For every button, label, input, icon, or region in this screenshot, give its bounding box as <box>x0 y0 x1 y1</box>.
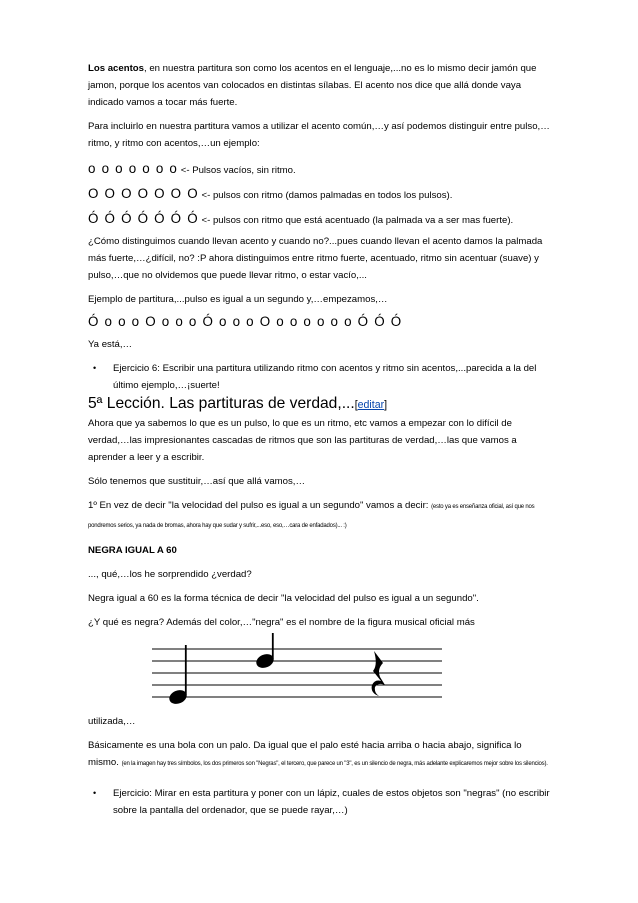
list-item-ejercicio: • Ejercicio: Mirar en esta partitura y poner con un lápiz, cuales de estos objetos son "negras" (no escribir sobre la pantalla del ordenador, que se puede rayar,…) <box>88 785 550 819</box>
paragraph-negra-60: Negra igual a 60 es la forma técnica de decir "la velocidad del pulso es igual a un segundo". <box>88 593 479 604</box>
paragraph-sorprendido: ..., qué,…los he sorprendido ¿verdad? <box>88 569 252 580</box>
paragraph-ya-esta: Ya está,… <box>88 339 133 350</box>
example-rhythm-pulses: O O O O O O O <- pulsos con ritmo (damos palmadas en todos los pulsos). <box>88 186 453 201</box>
paragraph-ahora: Ahora que ya sabemos lo que es un pulso, lo que es un ritmo, etc vamos a empezar con lo difícil de verdad,…las impresionantes cascadas de ritmos que son las partituras de verdad,…las que vamos a aprender a leer y a escribir. <box>88 418 517 463</box>
example-score: Ó o o o O o o o Ó o o o O o o o o o o Ó Ó Ó <box>88 314 403 329</box>
paragraph-velocidad: 1º En vez de decir "la velocidad del pulso es igual a un segundo" vamos a decir: (esto ya es enseñanza oficial, así que nos pondremos serios, ya nada de bromas, ahora hay que sudar y sufrir,...eso, eso,…cara de enfadados)... :) <box>88 500 535 529</box>
negra-heading: NEGRA IGUAL A 60 <box>88 545 177 556</box>
paragraph-sustituir: Sólo tenemos que sustituir,…así que allá vamos,… <box>88 476 306 487</box>
paragraph-que-es-negra: ¿Y qué es negra? Además del color,…"negra" es el nombre de la figura musical oficial más <box>88 617 475 628</box>
section-heading: 5ª Lección. Las partituras de verdad,...[editar] <box>88 395 388 412</box>
paragraph-utilizada: utilizada,… <box>88 716 136 727</box>
paragraph-ejemplo: Ejemplo de partitura,...pulso es igual a un segundo y,…empezamos,… <box>88 294 388 305</box>
document-page <box>88 60 550 819</box>
paragraph-acentos: Los acentos, en nuestra partitura son como los acentos en el lenguaje,...no es lo mismo decir jamón que jamon, porque los acentos van colocados en distintas sílabas. El acento nos dice que allá donde vaya indicado vamos a tocar más fuerte. <box>88 63 537 108</box>
list-item-ejercicio-6: • Ejercicio 6: Escribir una partitura utilizando ritmo con acentos y ritmo sin acentos,...parecida a la del último ejemplo,…¡suerte! <box>88 360 550 394</box>
quarter-note-icon <box>167 645 189 706</box>
paragraph-bola-palo: Básicamente es una bola con un palo. Da igual que el palo esté hacia arriba o hacia abajo, significa lo mismo. (en la imagen hay tres símbolos, los dos primeros son "Negras", el tercero, que parece un "3", es un silencio de negra, más adelante explicaremos mejor sobre los silencios). <box>88 740 548 768</box>
bullet-icon: • <box>93 363 97 373</box>
staff-lines <box>152 649 442 697</box>
term-acentos: Los acentos <box>88 63 144 74</box>
example-accented-pulses: Ó Ó Ó Ó Ó Ó Ó <- pulsos con ritmo que está acentuado (la palmada va a ser mas fuerte). <box>88 211 514 226</box>
example-empty-pulses: o o o o o o o <- Pulsos vacíos, sin ritmo. <box>88 161 296 176</box>
paragraph-incluirlo: Para incluirlo en nuestra partitura vamos a utilizar el acento común,…y así podemos distinguir entre pulso,…ritmo, y ritmo con acentos,…un ejemplo: <box>88 121 550 149</box>
quarter-note-icon <box>254 633 276 670</box>
edit-link[interactable]: editar <box>357 399 385 411</box>
music-notes-image <box>88 633 550 713</box>
music-staff-svg <box>152 633 442 713</box>
bullet-icon: • <box>93 788 97 798</box>
paragraph-distinguir: ¿Cómo distinguimos cuando llevan acento y cuando no?...pues cuando llevan el acento damos la palmada más fuerte,…¿difícil, no? :P ahora distinguimos entre ritmo fuerte, acentuado, ritmo sin acentuar (suave) y pulso,…que no olvidemos que puede llevar ritmo, o estar vacío,... <box>88 236 543 281</box>
